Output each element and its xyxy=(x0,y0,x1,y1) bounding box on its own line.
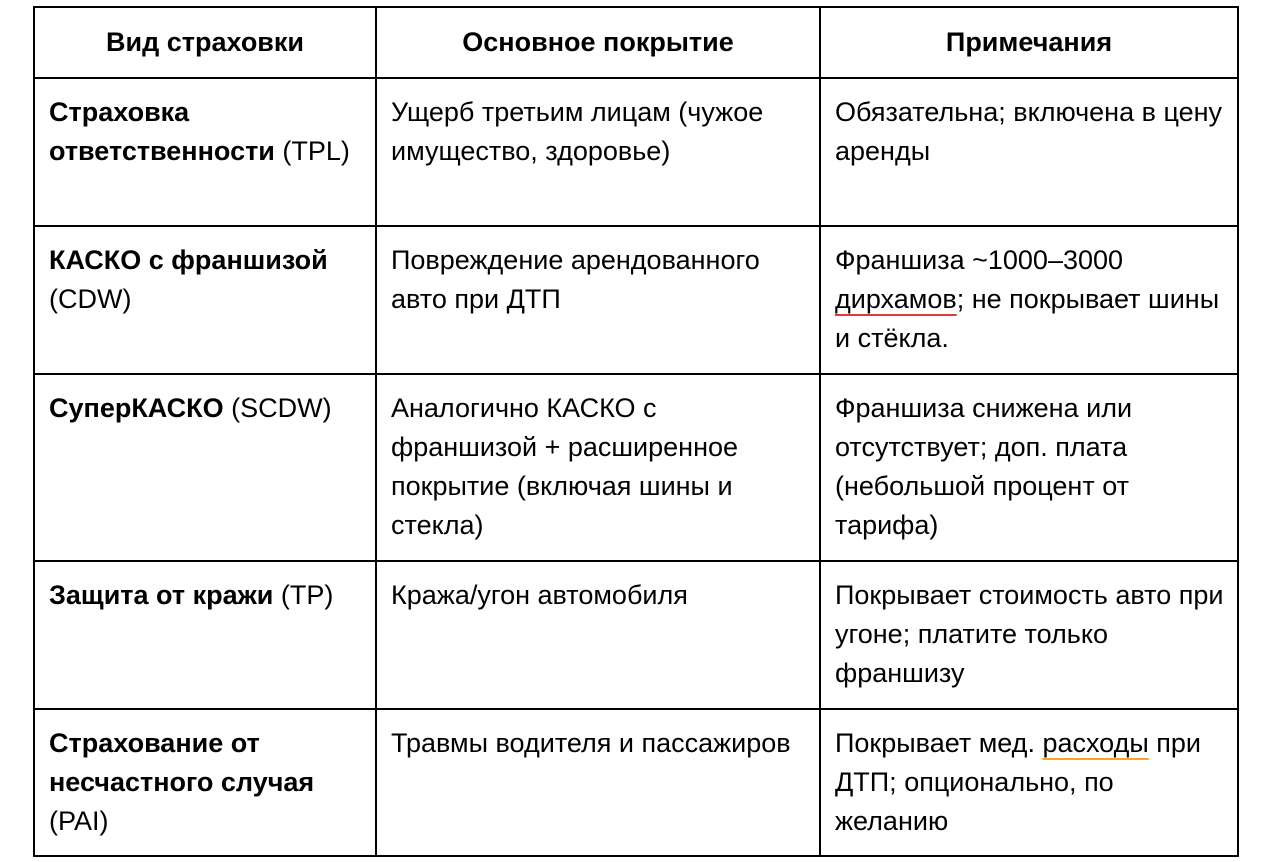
notes-cell xyxy=(820,226,1238,374)
insurance-type-name: Страхование от несчастного случая xyxy=(49,728,315,797)
insurance-type-code: (CDW) xyxy=(49,284,132,314)
notes-text: Франшиза снижена или отсутствует; доп. плата (небольшой процент от тарифа) xyxy=(835,393,1133,540)
notes-text: Покрывает мед. xyxy=(835,728,1043,758)
coverage-cell xyxy=(376,374,820,561)
insurance-table xyxy=(33,6,1239,857)
notes-text: Покрывает стоимость авто при угоне; платите только франшизу xyxy=(835,580,1224,688)
table-row xyxy=(34,78,1238,226)
notes-cell xyxy=(820,709,1238,856)
spellcheck-marked-word[interactable]: дирхамов xyxy=(835,284,957,314)
coverage-text: Повреждение арендованного авто при ДТП xyxy=(391,245,760,314)
table-row xyxy=(34,561,1238,709)
notes-text: Франшиза ~1000–3000 xyxy=(835,245,1124,275)
insurance-type-cell xyxy=(34,709,376,856)
header-insurance-type: Вид страховки xyxy=(34,7,376,78)
coverage-text: Аналогично КАСКО с франшизой + расширенное покрытие (включая шины и стекла) xyxy=(391,393,739,540)
insurance-type-cell xyxy=(34,78,376,226)
insurance-type-name: СуперКАСКО xyxy=(49,393,224,423)
insurance-type-cell xyxy=(34,226,376,374)
coverage-text: Травмы водителя и пассажиров xyxy=(391,728,791,758)
insurance-type-code: (TPL) xyxy=(274,136,350,166)
insurance-type-code: (SCDW) xyxy=(223,393,332,423)
notes-text-continued: ; не покрывает шины и стёкла. xyxy=(835,284,1220,353)
coverage-text: Кража/угон автомобиля xyxy=(391,580,688,610)
table-header xyxy=(34,7,1238,78)
coverage-text: Ущерб третьим лицам (чужое имущество, здоровье) xyxy=(391,97,764,166)
table-row xyxy=(34,374,1238,561)
notes-text-continued: при ДТП; опционально, по желанию xyxy=(835,728,1201,836)
insurance-type-name: Страховка ответственности xyxy=(49,97,275,166)
insurance-type-cell xyxy=(34,374,376,561)
coverage-cell xyxy=(376,561,820,709)
insurance-type-code: (TP) xyxy=(273,580,334,610)
insurance-type-name: КАСКО с франшизой xyxy=(49,245,328,275)
insurance-type-cell xyxy=(34,561,376,709)
insurance-type-name: Защита от кражи xyxy=(49,580,274,610)
coverage-cell xyxy=(376,709,820,856)
insurance-type-code: (PAI) xyxy=(49,806,109,836)
grammar-marked-word[interactable]: расходы xyxy=(1042,728,1149,758)
header-main-coverage: Основное покрытие xyxy=(376,7,820,78)
notes-text: Обязательна; включена в цену аренды xyxy=(835,97,1223,166)
notes-cell xyxy=(820,374,1238,561)
header-row xyxy=(34,7,1238,78)
notes-cell xyxy=(820,561,1238,709)
table-body xyxy=(34,78,1238,856)
coverage-cell xyxy=(376,226,820,374)
notes-cell xyxy=(820,78,1238,226)
table-row xyxy=(34,709,1238,856)
table-row xyxy=(34,226,1238,374)
header-notes: Примечания xyxy=(820,7,1238,78)
coverage-cell xyxy=(376,78,820,226)
